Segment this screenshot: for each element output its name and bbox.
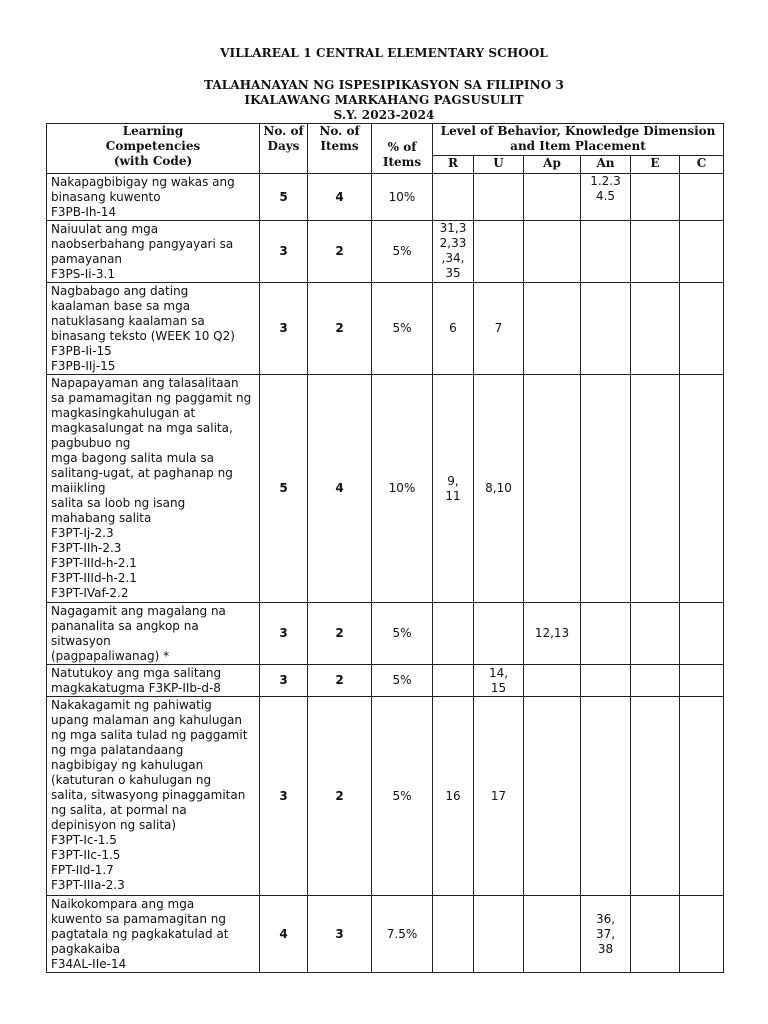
- percent-cell: 5%: [372, 603, 433, 665]
- table-row: [47, 697, 724, 896]
- items-cell: 2: [308, 283, 372, 375]
- percent-cell: 10%: [372, 375, 433, 603]
- table-row: [47, 665, 724, 697]
- ap-cell: [524, 665, 581, 697]
- table-row: [47, 174, 724, 221]
- e-cell: [631, 697, 680, 896]
- u-cell: 17: [474, 697, 524, 896]
- header-e: E: [631, 156, 680, 174]
- header-an: An: [581, 156, 631, 174]
- c-cell: [680, 174, 724, 221]
- header-competencies: Learning Competencies (with Code): [47, 124, 260, 174]
- percent-cell: 5%: [372, 283, 433, 375]
- c-cell: [680, 697, 724, 896]
- exam-title: IKALAWANG MARKAHANG PAGSUSULIT: [244, 93, 524, 107]
- header-items: No. of Items: [308, 124, 372, 174]
- r-cell: [433, 603, 474, 665]
- competency-cell: Nagagamit ang magalang na pananalita sa angkop na sitwasyon (pagpapaliwanag) *: [47, 603, 260, 665]
- c-cell: [680, 603, 724, 665]
- e-cell: [631, 896, 680, 973]
- items-cell: 4: [308, 174, 372, 221]
- header-u: U: [474, 156, 524, 174]
- e-cell: [631, 221, 680, 283]
- ap-cell: [524, 174, 581, 221]
- competency-cell: Natutukoy ang mga salitang magkakatugma F3KP-IIb-d-8: [47, 665, 260, 697]
- r-cell: 6: [433, 283, 474, 375]
- header-ap: Ap: [524, 156, 581, 174]
- table-row: [47, 283, 724, 375]
- table-row: [47, 221, 724, 283]
- competency-cell: Nagbabago ang dating kaalaman base sa mga natuklasang kaalaman sa binasang teksto (WEEK 10 Q2) F3PB-Ii-15 F3PB-IIj-15: [47, 283, 260, 375]
- percent-cell: 5%: [372, 221, 433, 283]
- c-cell: [680, 375, 724, 603]
- tos-table: [46, 123, 724, 973]
- percent-cell: 5%: [372, 697, 433, 896]
- percent-cell: 10%: [372, 174, 433, 221]
- an-cell: 1.2.3 4.5: [581, 174, 631, 221]
- c-cell: [680, 221, 724, 283]
- e-cell: [631, 665, 680, 697]
- an-cell: [581, 283, 631, 375]
- an-cell: [581, 375, 631, 603]
- ap-cell: [524, 375, 581, 603]
- header-level: Level of Behavior, Knowledge Dimension and Item Placement: [433, 124, 724, 156]
- u-cell: [474, 221, 524, 283]
- competency-cell: Naikokompara ang mga kuwento sa pamamagitan ng pagtatala ng pagkakatulad at pagkakaiba F34AL-IIe-14: [47, 896, 260, 973]
- an-cell: [581, 665, 631, 697]
- r-cell: [433, 896, 474, 973]
- e-cell: [631, 174, 680, 221]
- ap-cell: 12,13: [524, 603, 581, 665]
- u-cell: 14, 15: [474, 665, 524, 697]
- competency-cell: Napapayaman ang talasalitaan sa pamamagitan ng paggamit ng magkasingkahulugan at magkasalungat na mga salita, pagbubuo ng mga bagong salita mula sa salitang-ugat, at paghanap ng maiikling salita sa loob ng isang mahabang salita F3PT-Ij-2.3 F3PT-IIh-2.3 F3PT-IIId-h-2.1 F3PT-IIId-h-2.1 F3PT-IVaf-2.2: [47, 375, 260, 603]
- items-cell: 2: [308, 665, 372, 697]
- table-row: [47, 603, 724, 665]
- c-cell: [680, 896, 724, 973]
- e-cell: [631, 375, 680, 603]
- u-cell: 8,10: [474, 375, 524, 603]
- competency-cell: Nakakagamit ng pahiwatig upang malaman ang kahulugan ng mga salita tulad ng paggamit ng mga palatandaang nagbibigay ng kahulugan (katuturan o kahulugan ng salita, sitwasyong pinaggamitan ng salita, at pormal na depinisyon ng salita) F3PT-Ic-1.5 F3PT-IIc-1.5 FPT-IId-1.7 F3PT-IIIa-2.3: [47, 697, 260, 896]
- e-cell: [631, 603, 680, 665]
- r-cell: [433, 174, 474, 221]
- e-cell: [631, 283, 680, 375]
- c-cell: [680, 283, 724, 375]
- days-cell: 5: [260, 375, 308, 603]
- u-cell: [474, 603, 524, 665]
- r-cell: [433, 665, 474, 697]
- competency-cell: Nakapagbibigay ng wakas ang binasang kuwento F3PB-Ih-14: [47, 174, 260, 221]
- days-cell: 3: [260, 283, 308, 375]
- days-cell: 3: [260, 665, 308, 697]
- an-cell: [581, 603, 631, 665]
- u-cell: [474, 896, 524, 973]
- an-cell: [581, 221, 631, 283]
- school-name: VILLAREAL 1 CENTRAL ELEMENTARY SCHOOL: [220, 46, 548, 60]
- days-cell: 3: [260, 603, 308, 665]
- school-year: S.Y. 2023-2024: [333, 108, 435, 122]
- days-cell: 3: [260, 221, 308, 283]
- header-days: No. of Days: [260, 124, 308, 174]
- items-cell: 2: [308, 697, 372, 896]
- an-cell: 36, 37, 38: [581, 896, 631, 973]
- ap-cell: [524, 896, 581, 973]
- ap-cell: [524, 283, 581, 375]
- header-percent: % of Items: [372, 124, 433, 174]
- percent-cell: 5%: [372, 665, 433, 697]
- table-row: [47, 896, 724, 973]
- items-cell: 2: [308, 221, 372, 283]
- ap-cell: [524, 221, 581, 283]
- c-cell: [680, 665, 724, 697]
- u-cell: [474, 174, 524, 221]
- r-cell: 31,3 2,33 ,34, 35: [433, 221, 474, 283]
- r-cell: 16: [433, 697, 474, 896]
- items-cell: 4: [308, 375, 372, 603]
- percent-cell: 7.5%: [372, 896, 433, 973]
- ap-cell: [524, 697, 581, 896]
- days-cell: 4: [260, 896, 308, 973]
- header-r: R: [433, 156, 474, 174]
- competency-cell: Naiuulat ang mga naobserbahang pangyayari sa pamayanan F3PS-Ii-3.1: [47, 221, 260, 283]
- table-row: [47, 375, 724, 603]
- days-cell: 5: [260, 174, 308, 221]
- an-cell: [581, 697, 631, 896]
- r-cell: 9, 11: [433, 375, 474, 603]
- items-cell: 3: [308, 896, 372, 973]
- header-c: C: [680, 156, 724, 174]
- items-cell: 2: [308, 603, 372, 665]
- days-cell: 3: [260, 697, 308, 896]
- document-title: TALAHANAYAN NG ISPESIPIKASYON SA FILIPINO 3: [204, 78, 564, 92]
- u-cell: 7: [474, 283, 524, 375]
